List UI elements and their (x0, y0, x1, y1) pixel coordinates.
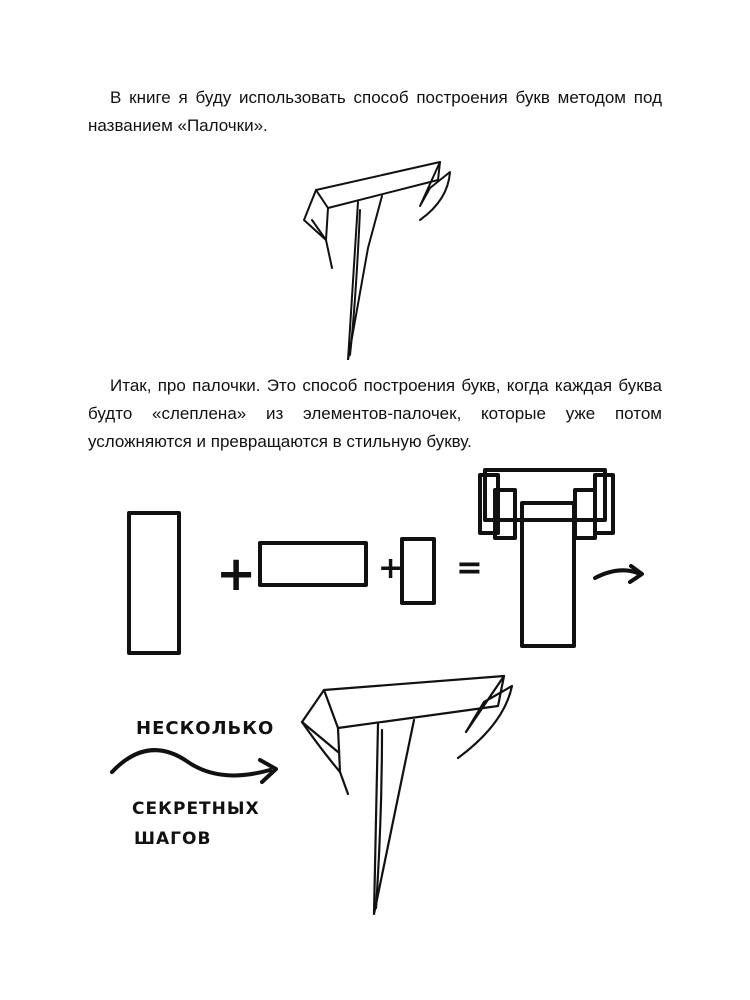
handwritten-note (100, 700, 300, 860)
curved-arrow-icon (112, 750, 270, 775)
sticks-paragraph: Итак, про палочки. Это способ построения букв, когда каждая буква будто «слеплена» из элементов-палочек, которые уже потом усложняются и превращаются в стильную букву. (88, 376, 662, 451)
calligraphic-letter-t-small (290, 150, 470, 360)
assembled-letter-t (480, 470, 613, 646)
horizontal-stick (260, 543, 366, 585)
intro-paragraph: В книге я буду использовать способ построения букв методом под названием «Палочки». (88, 88, 662, 135)
note-line-2: СЕКРЕТНЫХ (132, 799, 260, 819)
plus-sign-2: + (378, 551, 405, 586)
calligraphic-letter-t-large (290, 668, 530, 918)
right-arrow-icon (595, 570, 640, 578)
equals-sign: = (456, 548, 484, 586)
vertical-stick (129, 513, 179, 653)
note-line-3: ШАГОВ (134, 829, 212, 849)
short-stick (402, 539, 434, 603)
stick-construction-diagram (100, 460, 660, 670)
plus-sign-1: + (216, 546, 258, 602)
note-line-1: НЕСКОЛЬКО (136, 718, 275, 739)
